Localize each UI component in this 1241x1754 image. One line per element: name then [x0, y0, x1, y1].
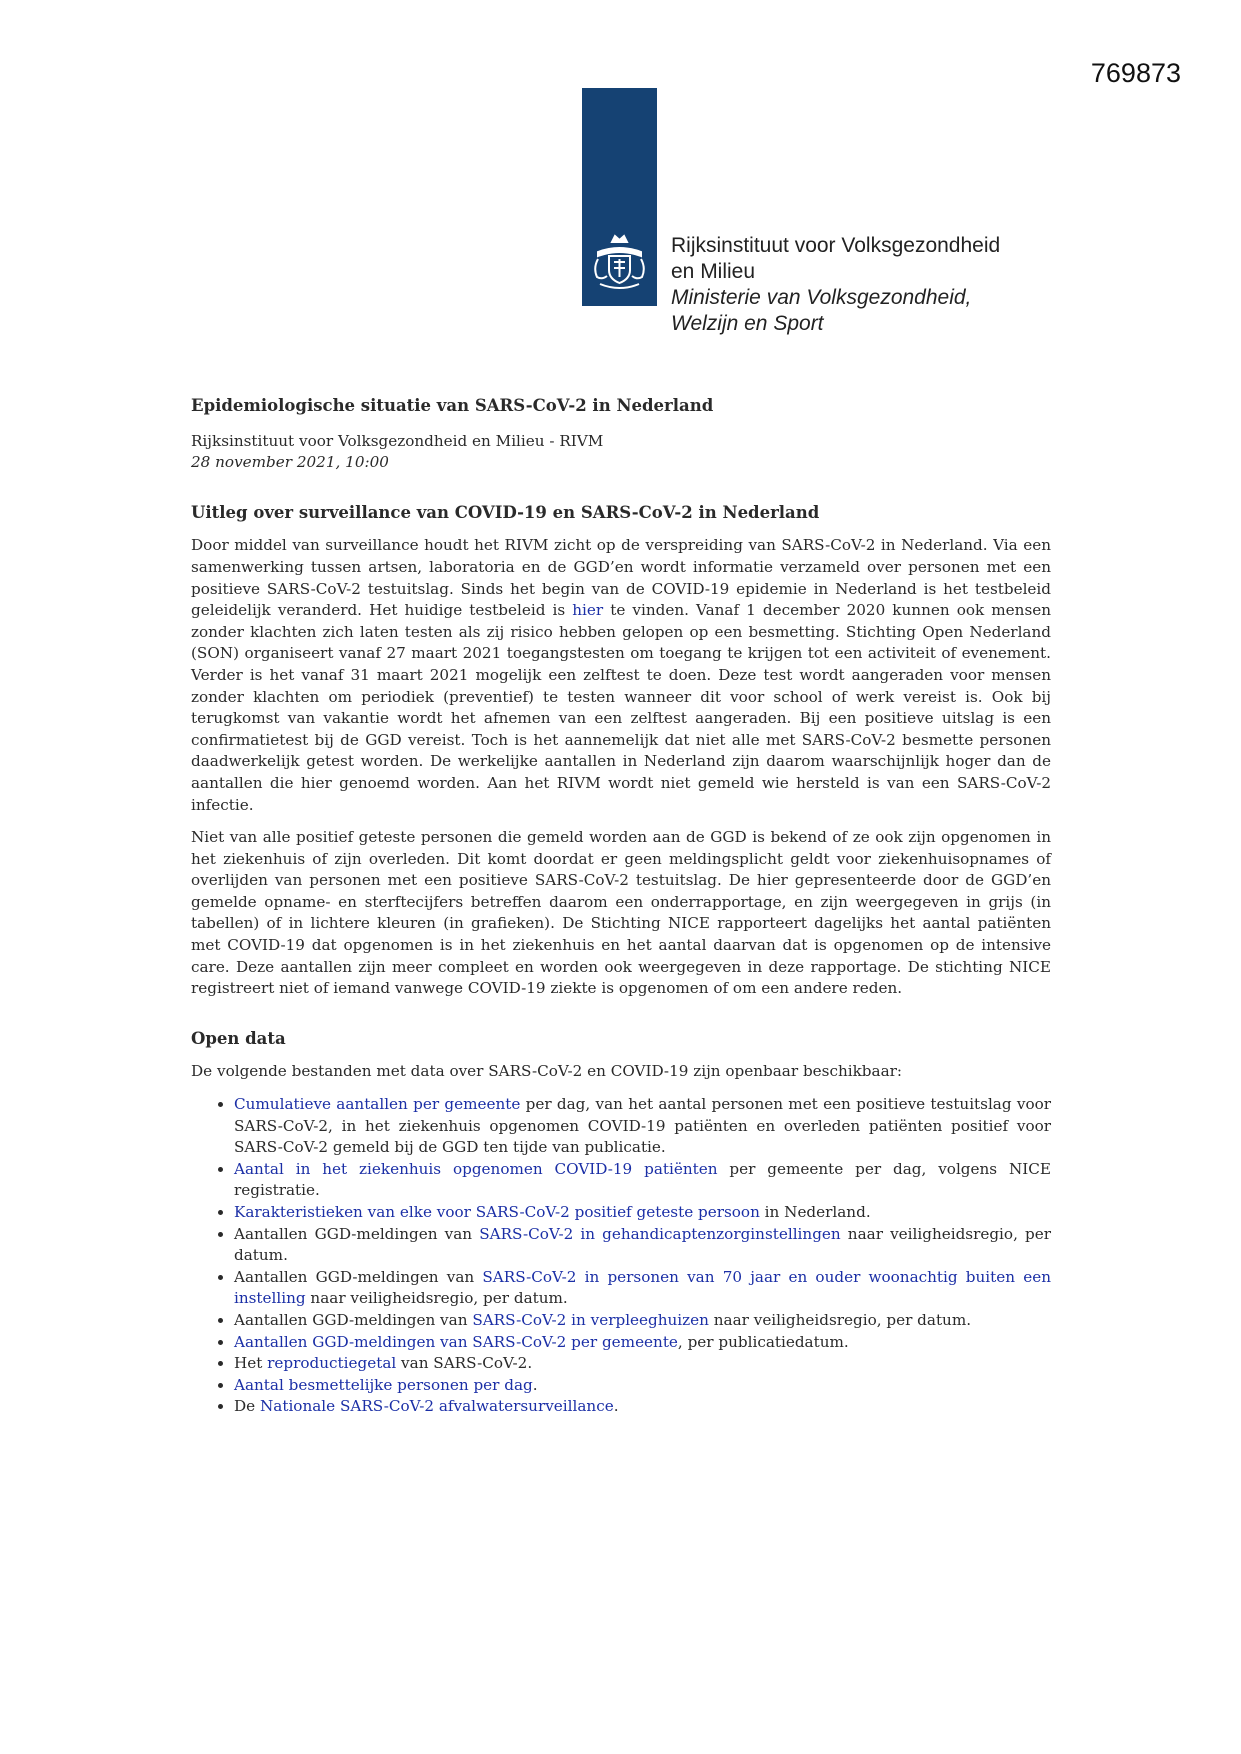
paragraph-text: te vinden. Vanaf 1 december 2020 kunnen ook mensen zonder klachten zich laten testen als zij risico hebben gelopen op een besmetting. Stichting Open Nederland (SON) organiseert vanaf 27 maart 2021 toegangstesten om toegang te krijgen tot een activiteit of evenement. Verder is het vanaf 31 maart 2021 mogelijk een zelftest te doen. Deze test wordt aangeraden voor mensen zonder klachten om periodiek (preventief) te testen wanneer dit voor school of werk vereist is. Ook bij terugkomst van vakantie wordt het afnemen van een zelftest aangeraden. Bij een positieve uitslag is een confirmatietest bij de GGD vereist. Toch is het aannemelijk dat niet alle met SARS-CoV-2 besmette personen daadwerkelijk getest worden. De werkelijke aantallen in Nederland zijn daarom waarschijnlijk hoger dan de aantallen die hier genoemd worden. Aan het RIVM wordt niet gemeld wie hersteld is van een SARS-CoV-2 infectie. [191, 601, 1052, 814]
list-item [234, 1332, 1051, 1354]
data-link[interactable]: Aantal in het ziekenhuis opgenomen COVID-19 patiënten [234, 1159, 718, 1178]
org-name-line-2: en Milieu [671, 260, 756, 283]
document-title: Epidemiologische situatie van SARS-CoV-2 in Nederland [191, 396, 714, 415]
item-text: per gemeente per dag, volgens NICE registratie. [234, 1159, 1051, 1200]
list-item [234, 1310, 1051, 1332]
list-item [234, 1202, 1051, 1224]
paragraph-hospital-reporting: Niet van alle positief geteste personen die gemeld worden aan de GGD is bekend of ze ook zijn opgenomen in het ziekenhuis of zijn overleden. Dit komt doordat er geen meldingsplicht geldt voor ziekenhuisopnames of overlijden van personen met een positieve SARS-CoV-2 testuitslag. De hier gepresenteerde door de GGD’en gemelde opname- en sterftecijfers betreffen daarom een onderrapportage, en zijn weergegeven in grijs (in tabellen) of in lichtere kleuren (in grafieken). De Stichting NICE rapporteert dagelijks het aantal patiënten met COVID-19 dat opgenomen is in het ziekenhuis en het aantal daarvan dat is opgenomen op de intensive care. Deze aantallen zijn meer compleet en worden ook weergegeven in deze rapportage. De stichting NICE registreert niet of iemand vanwege COVID-19 ziekte is opgenomen of om een andere reden. [191, 828, 1051, 998]
section-heading-open-data: Open data [191, 1028, 286, 1048]
data-link[interactable]: Aantallen GGD-meldingen van SARS-CoV-2 per gemeente [234, 1332, 678, 1351]
data-link[interactable]: SARS-CoV-2 in personen van 70 jaar en ouder woonachtig buiten een instelling [234, 1267, 1051, 1308]
logo-bar [582, 88, 657, 306]
data-link[interactable]: Nationale SARS-CoV-2 afvalwatersurveillance [260, 1397, 614, 1416]
list-item [234, 1267, 1051, 1310]
document-meta [191, 431, 1051, 474]
data-link[interactable]: Cumulatieve aantallen per gemeente [234, 1095, 521, 1114]
item-text: Aantallen GGD-meldingen van [234, 1267, 483, 1286]
list-item [234, 1353, 1051, 1375]
royal-coat-of-arms-icon [588, 232, 651, 292]
item-text: Het [234, 1354, 268, 1373]
item-text: naar veiligheidsregio, per datum. [234, 1224, 1051, 1265]
open-data-intro: De volgende bestanden met data over SARS-CoV-2 en COVID-19 zijn openbaar beschikbaar: [191, 1062, 903, 1081]
data-link[interactable]: SARS-CoV-2 in gehandicaptenzorginstellingen [479, 1224, 841, 1243]
data-link[interactable]: Aantal besmettelijke personen per dag [234, 1375, 533, 1394]
document-author: Rijksinstituut voor Volksgezondheid en Milieu - RIVM [191, 431, 604, 450]
document-body [191, 395, 1051, 1418]
section-heading-surveillance: Uitleg over surveillance van COVID-19 en SARS-CoV-2 in Nederland [191, 502, 820, 522]
list-item [234, 1224, 1051, 1267]
item-text: , per publicatiedatum. [677, 1332, 849, 1351]
link-testbeleid[interactable]: hier [572, 601, 604, 620]
list-item [234, 1094, 1051, 1159]
item-text: per dag, van het aantal personen met een positieve testuitslag voor SARS-CoV-2, in het ziekenhuis opgenomen COVID-19 patiënten en overleden patiënten positief voor SARS-CoV-2 gemeld bij de GGD ten tijde van publicatie. [234, 1095, 1051, 1157]
ministry-name-line-1: Ministerie van Volksgezondheid, [671, 286, 972, 309]
item-text: in Nederland. [759, 1203, 871, 1221]
data-link[interactable]: reproductiegetal [267, 1354, 397, 1373]
ministry-name-line-2: Welzijn en Sport [671, 312, 824, 335]
list-item [234, 1396, 1051, 1418]
logo-text [671, 233, 1071, 337]
paragraph-text: Door middel van surveillance houdt het RIVM zicht op de verspreiding van SARS-CoV-2 in Nederland. Via een samenwerking tussen artsen, laboratoria en de GGD’en wordt informatie verzameld over personen met een positieve SARS-CoV-2 testuitslag. Sinds het begin van de COVID-19 epidemie in Nederland is het testbeleid geleidelijk veranderd. Het huidige testbeleid is [191, 536, 1051, 620]
item-text: Aantallen GGD-meldingen van [234, 1224, 480, 1243]
item-text: van SARS-CoV-2. [396, 1354, 533, 1373]
data-link[interactable]: SARS-CoV-2 in verpleeghuizen [472, 1310, 709, 1329]
item-text: . [613, 1397, 619, 1416]
document-date: 28 november 2021, 10:00 [191, 453, 389, 472]
document-number: 769873 [1090, 58, 1181, 88]
item-text: Aantallen GGD-meldingen van [234, 1310, 473, 1329]
item-text: De [234, 1397, 260, 1416]
paragraph-surveillance [191, 535, 1051, 816]
item-text: naar veiligheidsregio, per datum. [305, 1289, 568, 1308]
item-text: naar veiligheidsregio, per datum. [708, 1310, 972, 1329]
data-link[interactable]: Karakteristieken van elke voor SARS-CoV-2 positief geteste persoon [234, 1203, 760, 1221]
org-name-line-1: Rijksinstituut voor Volksgezondheid [671, 234, 1001, 257]
list-item [234, 1159, 1051, 1202]
list-item [234, 1375, 1051, 1397]
item-text: . [532, 1375, 538, 1394]
open-data-list [191, 1094, 1051, 1418]
